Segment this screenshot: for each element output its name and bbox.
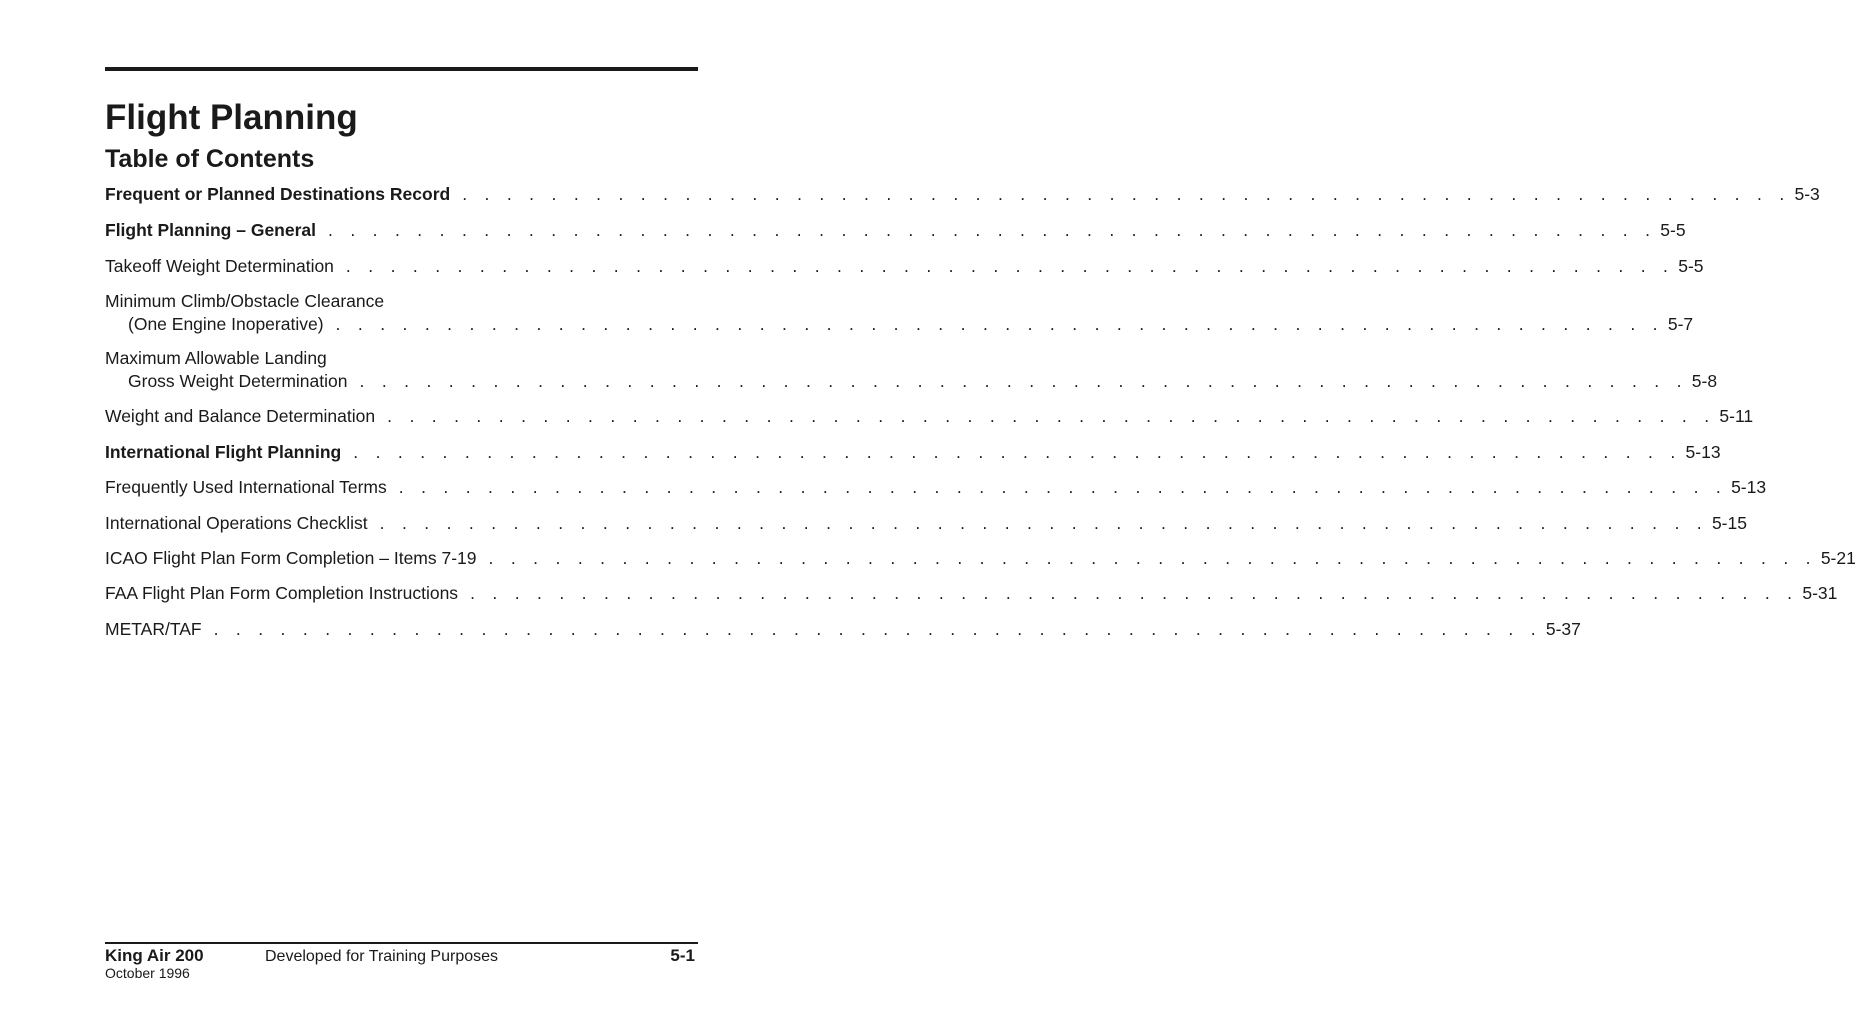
toc-page-number: 5-21 [1820, 548, 1856, 568]
footer-rule [105, 942, 698, 944]
toc-page-number: 5-11 [1719, 406, 1754, 426]
toc-page-number: 5-13 [1685, 442, 1721, 462]
toc-entry[interactable] [105, 512, 1747, 535]
toc-entry[interactable] [105, 547, 1856, 570]
toc-entry-title: Takeoff Weight Determination [105, 256, 334, 276]
toc-dot-leader: . . . . . . . . . . . . . . . . . . . . . . . . . . . . . . . . . . . . . . . . . . . . . . . . . . . . . . . . . . . . [398, 477, 1728, 497]
toc-page-number: 5-5 [1660, 220, 1686, 240]
footer-note: Developed for Training Purposes [265, 948, 499, 965]
toc-dot-leader: . . . . . . . . . . . . . . . . . . . . . . . . . . . . . . . . . . . . . . . . . . . . . . . . . . . . . . . . . . . . [213, 619, 1542, 639]
page-title: Flight Planning [105, 98, 358, 137]
toc-dot-leader: . . . . . . . . . . . . . . . . . . . . . . . . . . . . . . . . . . . . . . . . . . . . . . . . . . . . . . . . . . . . [328, 220, 1657, 240]
toc-dot-leader: . . . . . . . . . . . . . . . . . . . . . . . . . . . . . . . . . . . . . . . . . . . . . . . . . . . . . . . . . . . . [488, 548, 1817, 568]
toc-entry[interactable] [105, 441, 1721, 464]
toc-entry-title: International Operations Checklist [105, 513, 368, 533]
footer-aircraft: King Air 200 [105, 946, 204, 965]
toc-entry-title: Gross Weight Determination [128, 371, 348, 391]
toc-entry-title: METAR/TAF [105, 619, 202, 639]
toc-entry-title: Frequent or Planned Destinations Record [105, 184, 451, 204]
toc-entry-title: Minimum Climb/Obstacle Clearance [105, 291, 385, 311]
toc-page-number: 5-37 [1545, 619, 1581, 639]
toc-dot-leader: . . . . . . . . . . . . . . . . . . . . . . . . . . . . . . . . . . . . . . . . . . . . . . . . . . . . . . . . . . . . [345, 256, 1675, 276]
toc-dot-leader: . . . . . . . . . . . . . . . . . . . . . . . . . . . . . . . . . . . . . . . . . . . . . . . . . . . . . . . . . . . . [359, 371, 1688, 391]
toc-entry-title: FAA Flight Plan Form Completion Instructions [105, 583, 459, 603]
toc-page-number: 5-31 [1802, 583, 1838, 603]
toc-entry[interactable] [105, 255, 1704, 278]
toc-page-number: 5-5 [1678, 256, 1704, 276]
toc-entry[interactable] [105, 347, 1718, 393]
toc-entry[interactable] [105, 219, 1686, 242]
toc-entry-title: Frequently Used International Terms [105, 477, 387, 497]
footer-page-number: 5-1 [670, 946, 695, 965]
toc-dot-leader: . . . . . . . . . . . . . . . . . . . . . . . . . . . . . . . . . . . . . . . . . . . . . . . . . . . . . . . . . . . . [379, 513, 1708, 533]
section-subtitle: Table of Contents [105, 145, 315, 173]
toc-dot-leader: . . . . . . . . . . . . . . . . . . . . . . . . . . . . . . . . . . . . . . . . . . . . . . . . . . . . . . . . . . . . [335, 314, 1664, 334]
toc-page-number: 5-3 [1794, 184, 1820, 204]
toc-entry[interactable] [105, 183, 1820, 206]
header-rule [105, 67, 698, 71]
footer-date: October 1996 [105, 965, 190, 981]
toc-page-number: 5-13 [1731, 477, 1767, 497]
toc-page-number: 5-8 [1691, 371, 1718, 391]
toc-dot-leader: . . . . . . . . . . . . . . . . . . . . . . . . . . . . . . . . . . . . . . . . . . . . . . . . . . . . . . . . . . . . [387, 406, 1716, 426]
toc-page-number: 5-7 [1667, 314, 1694, 334]
toc-dot-leader: . . . . . . . . . . . . . . . . . . . . . . . . . . . . . . . . . . . . . . . . . . . . . . . . . . . . . . . . . . . . [470, 583, 1799, 603]
toc-page-number: 5-15 [1711, 513, 1747, 533]
toc-entry-title: Maximum Allowable Landing [105, 348, 327, 368]
toc-entry-title: ICAO Flight Plan Form Completion – Items 7-19 [105, 548, 477, 568]
toc-entry[interactable] [105, 476, 1767, 499]
toc-dot-leader: . . . . . . . . . . . . . . . . . . . . . . . . . . . . . . . . . . . . . . . . . . . . . . . . . . . . . . . . . . . . [353, 442, 1682, 462]
toc-entry[interactable] [105, 618, 1581, 641]
toc-entry-title: (One Engine Inoperative) [128, 314, 324, 334]
toc-entry[interactable] [105, 405, 1754, 428]
toc-entry-title: Flight Planning – General [105, 220, 316, 240]
toc-entry[interactable] [105, 290, 1694, 336]
toc-entry-title: International Flight Planning [105, 442, 342, 462]
toc-entry-title: Weight and Balance Determination [105, 406, 376, 426]
toc-entry[interactable] [105, 582, 1838, 605]
toc-dot-leader: . . . . . . . . . . . . . . . . . . . . . . . . . . . . . . . . . . . . . . . . . . . . . . . . . . . . . . . . . . . . [462, 184, 1791, 204]
